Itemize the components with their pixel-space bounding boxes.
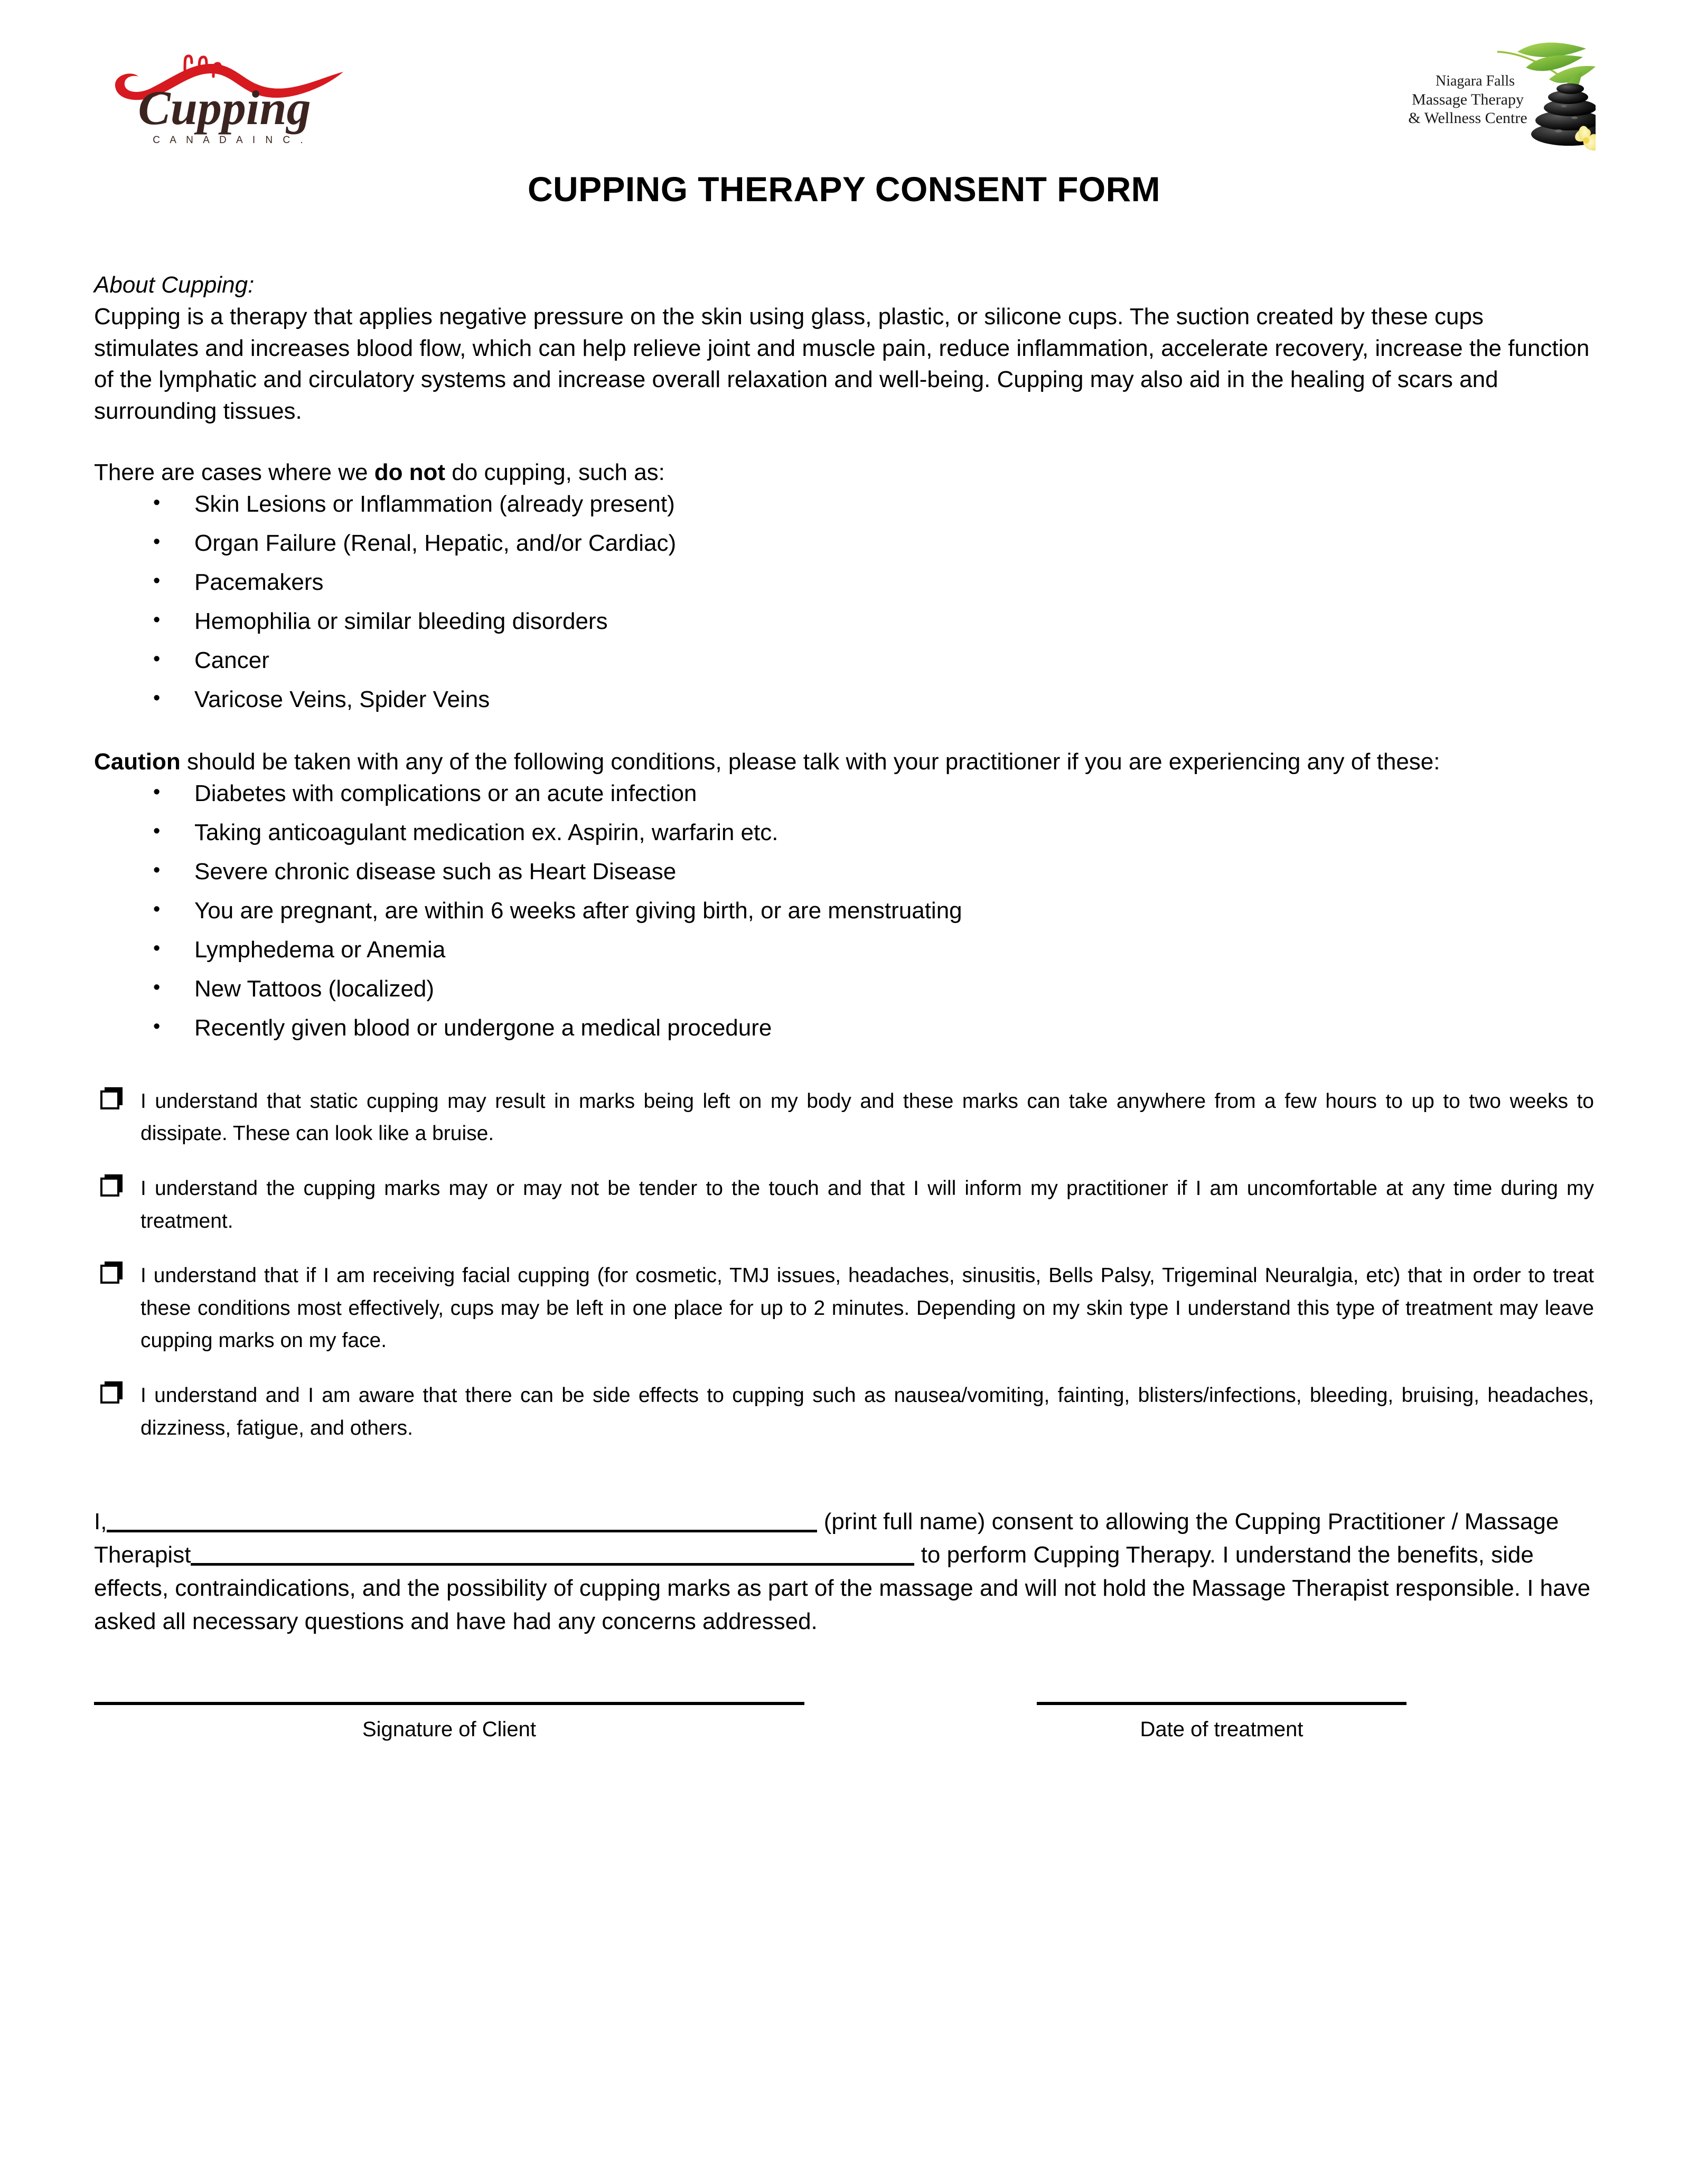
list-item (94, 649, 1594, 672)
list-item-label: Hemophilia or similar bleeding disorders (194, 608, 608, 634)
checkbox-icon[interactable] (100, 1178, 119, 1197)
list-item (94, 821, 1594, 844)
spacer (94, 1466, 1594, 1505)
treatment-date-label: Date of treatment (1140, 1717, 1303, 1741)
bullet-icon: • (153, 976, 161, 999)
spacer (94, 1056, 1594, 1085)
list-item-label: Skin Lesions or Inflammation (already present) (194, 491, 675, 517)
page-title: CUPPING THERAPY CONSENT FORM (527, 170, 1161, 209)
acknowledgement-text: I understand the cupping marks may or may not be tender to the touch and that I will inform my practitioner if I am uncomfortable at any time during my treatment. (140, 1177, 1594, 1232)
treatment-date-line[interactable] (1037, 1702, 1406, 1705)
bullet-icon: • (153, 608, 161, 631)
bullet-icon: • (153, 530, 161, 553)
list-item-label: New Tattoos (localized) (194, 975, 435, 1002)
consent-after-name: (print full name) consent to allowing (823, 1509, 1189, 1535)
list-item (94, 688, 1594, 711)
bullet-icon: • (153, 820, 161, 842)
acknowledgement-row (94, 1379, 1594, 1444)
svg-text:C A N A D A I N C .: C A N A D A I N C . (153, 135, 307, 146)
cautions-intro (94, 746, 1594, 778)
acknowledgement-text: I understand that static cupping may result in marks being left on my body and these marks can take anywhere from a few hours to up to two weeks to dissipate. These can look like a bruise. (140, 1089, 1594, 1145)
list-item-label: Recently given blood or undergone a medical procedure (194, 1014, 772, 1041)
list-item (94, 532, 1594, 555)
acknowledgements-list (94, 1085, 1594, 1444)
checkbox-icon[interactable] (100, 1090, 119, 1109)
list-item-label: Varicose Veins, Spider Veins (194, 686, 490, 712)
acknowledgement-row (94, 1085, 1594, 1150)
about-paragraph: Cupping is a therapy that applies negative pressure on the skin using glass, plastic, or silicone cups. The suction created by these cups stimulates and increases blood flow, which can help relieve joint and muscle pain, reduce inflammation, accelerate recovery, increase the function of the lymphatic and circulatory systems and increase overall relaxation and well-being. Cupping may also aid in the healing of scars and surrounding tissues. (94, 303, 1590, 425)
cautions-list (94, 782, 1594, 1040)
client-signature-label: Signature of Client (362, 1717, 537, 1741)
print-full-name-field[interactable] (107, 1530, 817, 1532)
document-header (0, 0, 1688, 158)
list-item (94, 938, 1594, 962)
treatment-date-cell (1037, 1702, 1406, 1742)
spacer (94, 727, 1594, 746)
form-body (94, 269, 1594, 1742)
list-item-label: Diabetes with complications or an acute infection (194, 780, 697, 806)
practitioner-label: the Cupping Practitioner / Massage Therapist (94, 1509, 1559, 1568)
svg-text:Cupping: Cupping (138, 81, 311, 135)
consent-lead: I, (94, 1509, 107, 1535)
consent-statement (94, 1505, 1594, 1639)
checkbox-icon[interactable] (100, 1265, 119, 1284)
list-item (94, 1016, 1594, 1040)
consent-after-practitioner: to perform (921, 1542, 1027, 1568)
svg-text:& Wellness Centre: & Wellness Centre (1408, 109, 1527, 127)
acknowledgement-row (94, 1172, 1594, 1237)
contraindications-intro-bold: do not (374, 459, 446, 486)
signature-block (94, 1702, 1594, 1742)
contraindications-intro (94, 457, 1594, 488)
list-item-label: Organ Failure (Renal, Hepatic, and/or Cardiac) (194, 530, 677, 556)
bullet-icon: • (153, 898, 161, 920)
client-signature-line[interactable] (94, 1702, 804, 1705)
cupping-canada-logo (100, 40, 349, 153)
list-item (94, 899, 1594, 922)
cautions-intro-after: should be taken with any of the following conditions, please talk with your practitioner if you are experiencing any of these: (180, 748, 1440, 775)
bullet-icon: • (153, 1015, 161, 1038)
list-item-label: Lymphedema or Anemia (194, 936, 446, 963)
checkbox-icon[interactable] (100, 1385, 119, 1404)
list-item-label: Severe chronic disease such as Heart Disease (194, 858, 677, 884)
contraindications-intro-before: There are cases where we (94, 459, 374, 486)
bullet-icon: • (153, 491, 161, 514)
list-item-label: You are pregnant, are within 6 weeks after giving birth, or are menstruating (194, 897, 962, 924)
acknowledgement-text: I understand that if I am receiving facial cupping (for cosmetic, TMJ issues, headaches, sinusitis, Bells Palsy, Trigeminal Neuralgia, etc) that in order to treat these conditions most effectively, cups may be left in one place for up to 2 minutes. Depending on my skin type I understand this type of treatment may leave cupping marks on my face. (140, 1264, 1594, 1352)
consent-closing: Cupping Therapy. I understand the benefits, side effects, contraindications, and the possibility of cupping marks as part of the massage and will not hold the Massage Therapist responsible. I have asked all necessary questions and have had any concerns addressed. (94, 1542, 1591, 1634)
client-signature-cell (94, 1702, 818, 1742)
bullet-icon: • (153, 859, 161, 881)
contraindications-intro-after: do cupping, such as: (445, 459, 665, 486)
bullet-icon: • (153, 937, 161, 959)
practitioner-name-field[interactable] (191, 1563, 914, 1566)
about-heading: About Cupping: (94, 272, 255, 298)
bullet-icon: • (153, 686, 161, 709)
niagara-falls-massage-logo (1400, 37, 1596, 150)
svg-text:Massage Therapy: Massage Therapy (1412, 91, 1524, 108)
acknowledgement-text: I understand and I am aware that there can be side effects to cupping such as nausea/vomiting, fainting, blisters/infections, bleeding, bruising, headaches, dizziness, fatigue, and others. (140, 1384, 1594, 1439)
list-item-label: Taking anticoagulant medication ex. Aspirin, warfarin etc. (194, 819, 779, 845)
list-item (94, 571, 1594, 594)
spacer (94, 427, 1594, 457)
list-item (94, 493, 1594, 516)
list-item (94, 977, 1594, 1001)
list-item-label: Pacemakers (194, 569, 324, 595)
list-item (94, 782, 1594, 805)
cautions-intro-bold: Caution (94, 748, 181, 775)
contraindications-list (94, 493, 1594, 711)
bullet-icon: • (153, 647, 161, 670)
list-item (94, 610, 1594, 633)
list-item-label: Cancer (194, 647, 269, 673)
list-item (94, 860, 1594, 883)
svg-text:Niagara Falls: Niagara Falls (1435, 73, 1515, 89)
acknowledgement-row (94, 1259, 1594, 1357)
bullet-icon: • (153, 780, 161, 803)
bullet-icon: • (153, 569, 161, 592)
